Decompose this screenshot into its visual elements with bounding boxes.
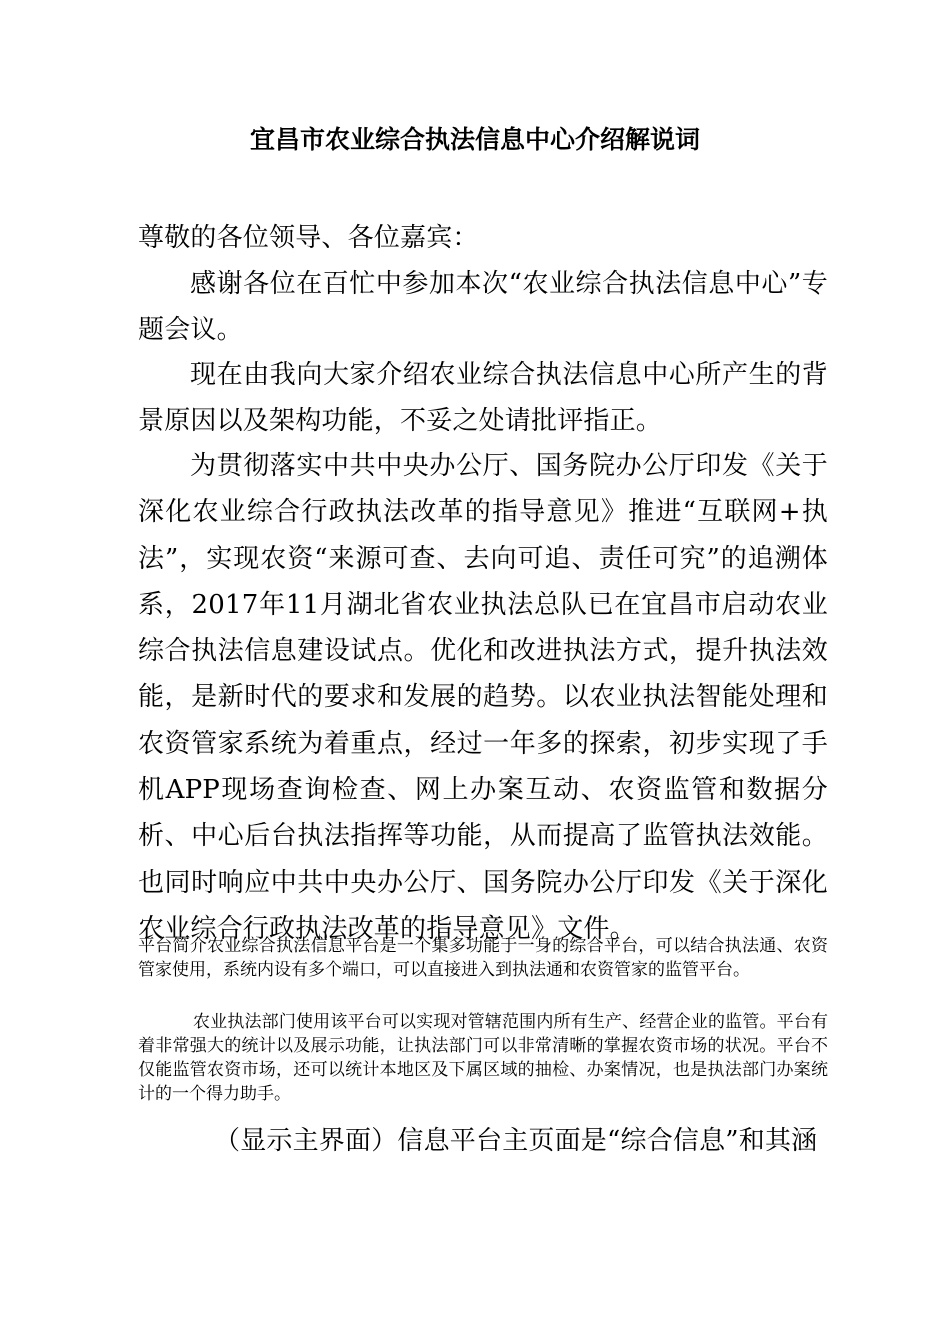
paragraph-main-interface: （显示主界面）信息平台主页面是“综合信息”和其涵 xyxy=(214,1126,818,1156)
document-title: 宜昌市农业综合执法信息中心介绍解说词 xyxy=(249,125,700,154)
paragraph-introduction: 现在由我向大家介绍农业综合执法信息中心所产生的背景原因以及架构功能，不妥之处请批评指正。 xyxy=(138,360,828,437)
platform-functions: 农业执法部门使用该平台可以实现对管辖范围内所有生产、经营企业的监管。平台有着非常强大的统计以及展示功能，让执法部门可以非常清晰的掌握农资市场的状况。平台不仅能监管农资市场，还可以统计本地区及下属区域的抽检、办案情况，也是执法部门办案统计的一个得力助手。 xyxy=(138,1012,828,1104)
paragraph-background: 为贯彻落实中共中央办公厅、国务院办公厅印发《关于深化农业综合行政执法改革的指导意见》推进“互联网+执法”，实现农资“来源可查、去向可追、责任可究”的追溯体系，2017年11月湖北省农业执法总队已在宜昌市启动农业综合执法信息建设试点。优化和改进执法方式，提升执法效能，是新时代的要求和发展的趋势。以农业执法智能处理和农资管家系统为着重点，经过一年多的探索，初步实现了手机APP现场查询检查、网上办案互动、农资监管和数据分析、中心后台执法指挥等功能，从而提高了监管执法效能。也同时响应中共中央办公厅、国务院办公厅印发《关于深化农业综合行政执法改革的指导意见》文件。 xyxy=(138,451,828,944)
paragraph-thanks: 感谢各位在百忙中参加本次“农业综合执法信息中心”专题会议。 xyxy=(138,269,828,346)
platform-summary: 平台简介农业综合执法信息平台是一个集多功能于一身的综合平台，可以结合执法通、农资管家使用，系统内设有多个端口，可以直接进入到执法通和农资管家的监管平台。 xyxy=(138,936,828,980)
greeting: 尊敬的各位领导、各位嘉宾： xyxy=(138,223,479,253)
